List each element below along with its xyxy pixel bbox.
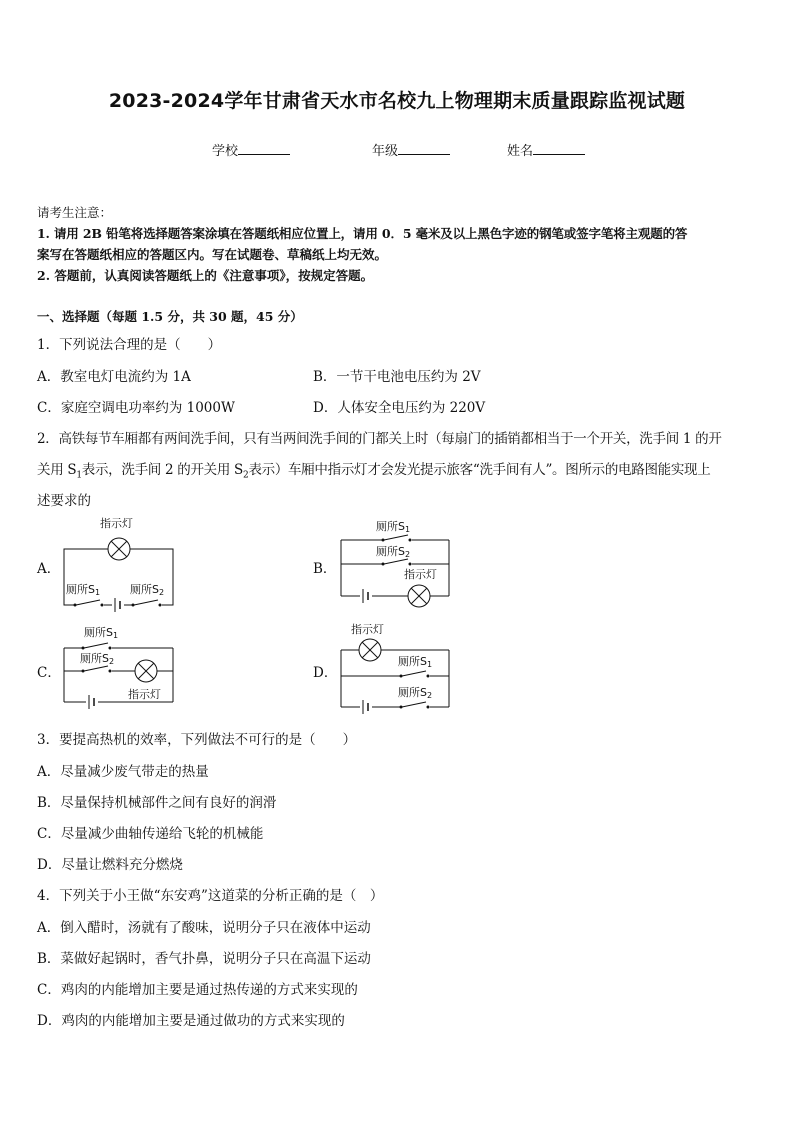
circuit-diagram-b <box>336 518 456 614</box>
q3-option-b: B．尽量保持机械部件之间有良好的润滑 <box>37 795 277 811</box>
q2-stem-line-3: 述要求的 <box>37 493 91 509</box>
q2-sub-1: 1 <box>76 470 82 481</box>
notice-line-3: 2. 答题前，认真阅读答题纸上的《注意事项》，按规定答题。 <box>37 268 374 283</box>
q4-option-a: A．倒入醋时，汤就有了酸味，说明分子只在液体中运动 <box>37 920 371 936</box>
q4-option-c: C．鸡肉的内能增加主要是通过热传递的方式来实现的 <box>37 982 358 998</box>
circuit-diagram-c <box>60 624 180 712</box>
q2-stem-part-b: 表示，洗手间 2 的开关用 S <box>81 462 243 478</box>
q1-option-d: D．人体安全电压约为 220V <box>313 400 486 416</box>
notice-line-2: 案写在答题纸相应的答题区内。写在试题卷、草稿纸上均无效。 <box>37 247 388 262</box>
q4-option-b: B．菜做好起锅时，香气扑鼻，说明分子只在高温下运动 <box>37 951 371 967</box>
name-field <box>507 140 585 159</box>
section-heading: 一、选择题（每题 1.5 分，共 30 题，45 分） <box>37 309 303 324</box>
q2-stem-part-c: 表示）车厢中指示灯才会发光提示旅客“洗手间有人”。图所示的电路图能实现上 <box>248 462 711 478</box>
notice-line-1: 1. 请用 2B 铅笔将选择题答案涂填在答题纸相应位置上，请用 0．5 毫米及以上黑色字迹的钢笔或签字笔将主观题的答 <box>37 226 688 241</box>
q1-option-c: C．家庭空调电功率约为 1000W <box>37 400 235 416</box>
q2-option-b-label: B． <box>313 561 337 577</box>
switch-s2-label: 厕所S2 <box>398 686 433 700</box>
q2-stem-line-1: 2．高铁每节车厢都有两间洗手间，只有当两间洗手间的门都关上时（每扇门的插销都相当于一个开关，洗手间 1 的开 <box>37 431 722 447</box>
switch-s1-label: 厕所S1 <box>66 583 101 597</box>
q1-option-b: B．一节干电池电压约为 2V <box>313 369 481 385</box>
q3-option-a: A．尽量减少废气带走的热量 <box>37 764 209 780</box>
circuit-diagram-a <box>60 513 180 617</box>
lamp-label: 指示灯 <box>128 688 161 701</box>
switch-s2-label: 厕所S2 <box>130 583 165 597</box>
q2-stem-line-2 <box>37 458 710 481</box>
school-field <box>212 140 290 159</box>
switch-s2-label: 厕所S2 <box>376 545 411 559</box>
grade-blank <box>398 142 450 155</box>
switch-s1-label: 厕所S1 <box>84 626 119 640</box>
q2-option-c-label: C． <box>37 665 61 681</box>
q2-stem-part-a: 关用 S <box>37 462 77 478</box>
q4-option-d: D．鸡肉的内能增加主要是通过做功的方式来实现的 <box>37 1013 345 1029</box>
lamp-label: 指示灯 <box>100 517 133 530</box>
q1-stem: 1．下列说法合理的是（ ） <box>37 337 222 353</box>
lamp-label: 指示灯 <box>351 623 384 636</box>
grade-field <box>372 140 450 159</box>
q3-option-d: D．尽量让燃料充分燃烧 <box>37 857 183 873</box>
school-label: 学校 <box>212 144 239 159</box>
name-blank <box>533 142 585 155</box>
switch-s1-label: 厕所S1 <box>376 520 411 534</box>
q3-option-c: C．尽量减少曲轴传递给飞轮的机械能 <box>37 826 264 842</box>
lamp-label: 指示灯 <box>404 568 437 581</box>
q2-option-d-label: D． <box>313 665 338 681</box>
q4-stem: 4．下列关于小王做“东安鸡”这道菜的分析正确的是（ ） <box>37 888 384 904</box>
page-title: 2023-2024学年甘肃省天水市名校九上物理期末质量跟踪监视试题 <box>108 90 686 112</box>
q2-option-a-label: A． <box>37 561 61 577</box>
school-blank <box>238 142 290 155</box>
switch-s2-label: 厕所S2 <box>80 652 115 666</box>
q1-option-a: A．教室电灯电流约为 1A <box>37 369 191 385</box>
q3-stem: 3．要提高热机的效率，下列做法不可行的是（ ） <box>37 732 357 748</box>
notice-heading: 请考生注意： <box>37 205 113 220</box>
name-label: 姓名 <box>507 144 534 159</box>
switch-s1-label: 厕所S1 <box>398 655 433 669</box>
circuit-diagram-d <box>336 621 456 717</box>
q2-sub-2: 2 <box>243 470 249 481</box>
grade-label: 年级 <box>372 144 399 159</box>
